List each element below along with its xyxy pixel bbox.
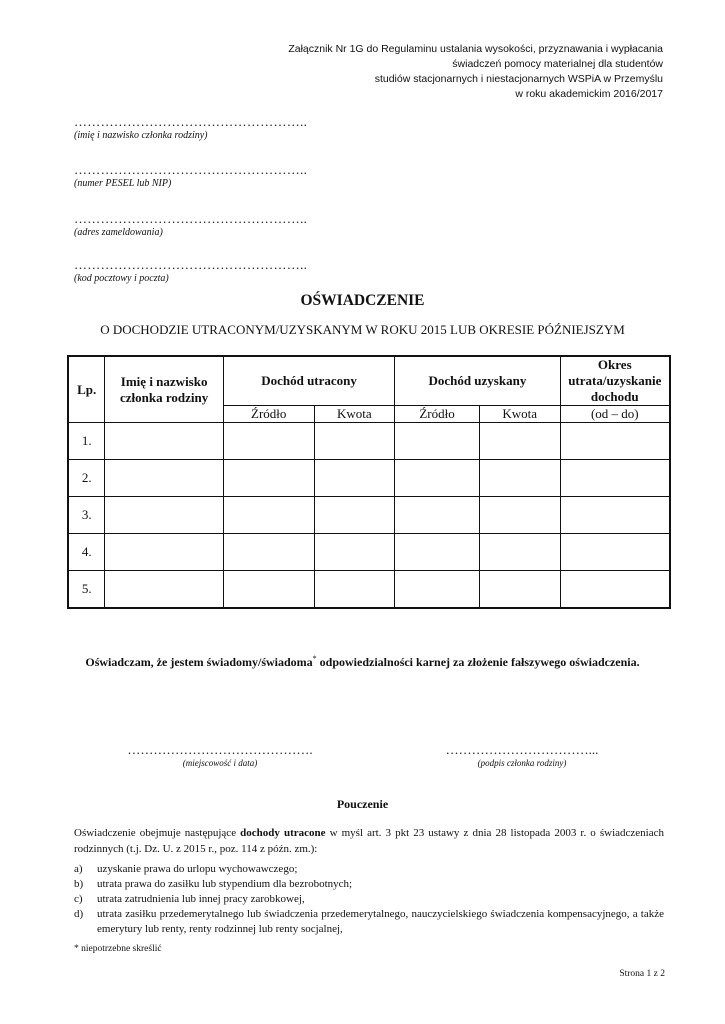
- list-item-text: utrata prawa do zasiłku lub stypendium dla bezrobotnych;: [97, 878, 353, 890]
- document-subtitle: O DOCHODZIE UTRACONYM/UZYSKANYM W ROKU 2015 LUB OKRESIE PÓŹNIEJSZYM: [100, 322, 625, 337]
- instruction-text: [74, 825, 664, 857]
- row-number: 5.: [68, 571, 105, 608]
- period-cell[interactable]: [560, 571, 670, 608]
- list-item: [74, 892, 664, 907]
- name-field-dots[interactable]: ……………………………………………..: [74, 114, 308, 129]
- list-item-text: uzyskanie prawa do urlopu wychowawczego;: [97, 863, 298, 875]
- period-cell[interactable]: [560, 534, 670, 571]
- list-item-letter: a): [74, 863, 83, 875]
- list-item: [74, 877, 664, 892]
- lost-amount-cell[interactable]: [314, 497, 395, 534]
- member-signature-caption: (podpis członka rodziny): [477, 758, 567, 768]
- page-number: Strona 1 z 2: [619, 969, 665, 979]
- name-field-caption: (imię i nazwisko członka rodziny): [74, 130, 208, 141]
- lost-income-list: [74, 862, 664, 937]
- postal-field-caption: (kod pocztowy i poczta): [74, 273, 169, 284]
- address-field[interactable]: [74, 212, 334, 239]
- gained-source-cell[interactable]: [395, 571, 480, 608]
- period-note: (od – do): [560, 406, 670, 423]
- footnote: * niepotrzebne skreślić: [74, 944, 162, 954]
- header-line: świadczeń pomocy materialnej dla studentów: [452, 58, 663, 70]
- row-number: 3.: [68, 497, 105, 534]
- gained-source-header: Źródło: [395, 406, 480, 423]
- declaration-text-start: Oświadczam, że jestem świadomy/świadoma: [85, 655, 313, 669]
- period-cell[interactable]: [560, 460, 670, 497]
- place-date-caption: (miejscowość i data): [182, 758, 258, 768]
- lost-amount-cell[interactable]: [314, 423, 395, 460]
- address-field-dots[interactable]: ……………………………………………..: [74, 211, 308, 226]
- header-line: w roku akademickim 2016/2017: [515, 88, 663, 100]
- lost-source-cell[interactable]: [223, 423, 314, 460]
- gained-amount-cell[interactable]: [479, 423, 560, 460]
- name-cell[interactable]: [105, 460, 224, 497]
- instruction-text-bold: dochody utracone: [240, 827, 326, 839]
- lost-amount-header: Kwota: [314, 406, 395, 423]
- row-number: 2.: [68, 460, 105, 497]
- list-item: [74, 862, 664, 877]
- pesel-field-caption: (numer PESEL lub NIP): [74, 178, 172, 189]
- postal-field-dots[interactable]: ……………………………………………..: [74, 257, 308, 272]
- table-row: [68, 460, 670, 497]
- gained-source-cell[interactable]: [395, 460, 480, 497]
- header-line: Załącznik Nr 1G do Regulaminu ustalania wysokości, przyznawania i wypłacania: [288, 43, 663, 55]
- period-header: Okres utrata/uzyskanie dochodu: [560, 356, 670, 406]
- income-table: [67, 355, 671, 609]
- gained-source-cell[interactable]: [395, 497, 480, 534]
- lost-amount-cell[interactable]: [314, 460, 395, 497]
- place-date-dots[interactable]: …………………………………….: [127, 742, 313, 757]
- lost-amount-cell[interactable]: [314, 571, 395, 608]
- gained-amount-cell[interactable]: [479, 534, 560, 571]
- header-line: studiów stacjonarnych i niestacjonarnych WSPiA w Przemyślu: [374, 73, 663, 85]
- period-cell[interactable]: [560, 497, 670, 534]
- declaration-text-end: odpowiedzialności karnej za złożenie fałszywego oświadczenia.: [316, 655, 640, 669]
- name-cell[interactable]: [105, 497, 224, 534]
- name-field[interactable]: [74, 115, 334, 142]
- pesel-field[interactable]: [74, 163, 334, 190]
- gained-amount-cell[interactable]: [479, 460, 560, 497]
- name-cell[interactable]: [105, 534, 224, 571]
- gained-amount-cell[interactable]: [479, 571, 560, 608]
- postal-field[interactable]: [74, 258, 334, 285]
- table-row: [68, 571, 670, 608]
- lost-source-cell[interactable]: [223, 534, 314, 571]
- row-number: 4.: [68, 534, 105, 571]
- table-row: [68, 497, 670, 534]
- gained-amount-header: Kwota: [479, 406, 560, 423]
- table-row: [68, 423, 670, 460]
- gained-source-cell[interactable]: [395, 534, 480, 571]
- lost-income-header: Dochód utracony: [223, 356, 394, 406]
- instruction-title: Pouczenie: [336, 797, 389, 811]
- row-number: 1.: [68, 423, 105, 460]
- gained-income-header: Dochód uzyskany: [395, 356, 560, 406]
- lost-source-header: Źródło: [223, 406, 314, 423]
- gained-source-cell[interactable]: [395, 423, 480, 460]
- list-item-letter: b): [74, 878, 84, 890]
- member-signature-dots[interactable]: ……………………………...: [445, 742, 599, 757]
- period-cell[interactable]: [560, 423, 670, 460]
- list-item-letter: d): [74, 908, 84, 920]
- declaration-statement: [0, 654, 725, 670]
- document-title: OŚWIADCZENIE: [300, 292, 425, 309]
- instruction-text-start: Oświadczenie obejmuje następujące: [74, 827, 241, 839]
- place-date-signature[interactable]: [120, 743, 320, 768]
- list-item-text: utrata zasiłku przedemerytalnego lub świadczenia przedemerytalnego, nauczycielskiego świadczenia kompensacyjnego, a także emerytury lub renty, renty rodzinnej lub renty socjalnej,: [97, 908, 664, 935]
- gained-amount-cell[interactable]: [479, 497, 560, 534]
- name-cell[interactable]: [105, 571, 224, 608]
- lost-amount-cell[interactable]: [314, 534, 395, 571]
- list-item-letter: c): [74, 893, 83, 905]
- list-item-text: utrata zatrudnienia lub innej pracy zarobkowej,: [97, 893, 305, 905]
- table-row: [68, 534, 670, 571]
- address-field-caption: (adres zameldowania): [74, 227, 163, 238]
- name-column-header: Imię i nazwisko członka rodziny: [105, 356, 224, 423]
- lp-header: Lp.: [68, 356, 105, 423]
- footnote-mark: *: [312, 654, 317, 663]
- name-cell[interactable]: [105, 423, 224, 460]
- lost-source-cell[interactable]: [223, 460, 314, 497]
- lost-source-cell[interactable]: [223, 571, 314, 608]
- attachment-header: [243, 42, 663, 102]
- pesel-field-dots[interactable]: ……………………………………………..: [74, 162, 308, 177]
- lost-source-cell[interactable]: [223, 497, 314, 534]
- list-item: [74, 907, 664, 937]
- instruction-text-end: w myśl art. 3 pkt 23 ustawy z dnia 28 listopada 2003 r. o świadczeniach rodzinnych (t.j. Dz. U. z 2015 r., poz. 114 z późn. zm.):: [74, 827, 664, 855]
- member-signature[interactable]: [432, 743, 612, 768]
